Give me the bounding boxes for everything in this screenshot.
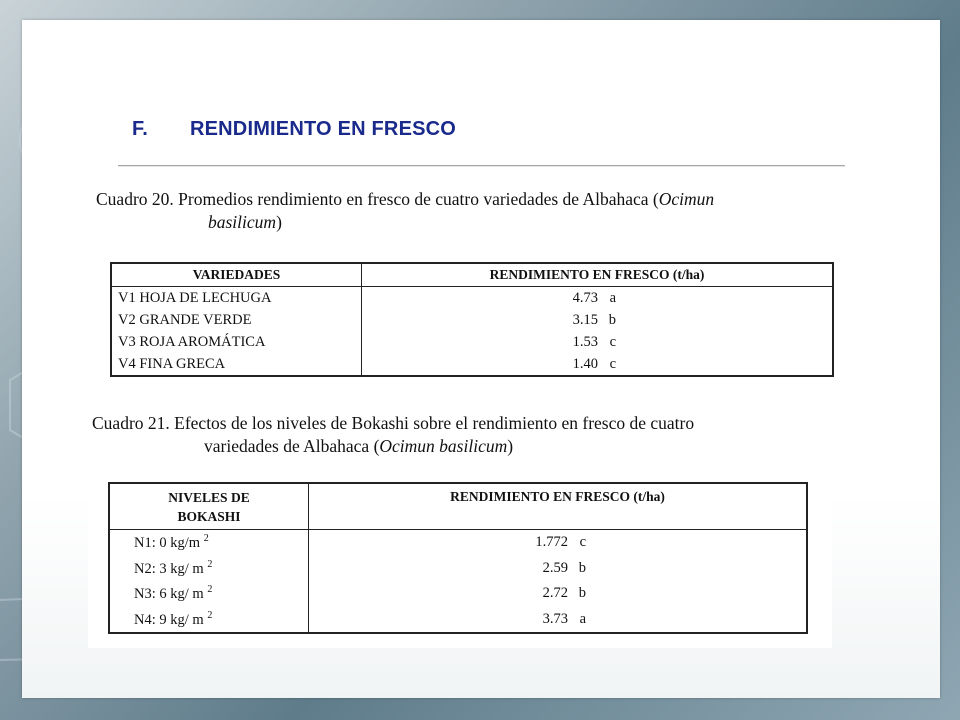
row-value-cell — [362, 287, 834, 310]
header-niveles-line2: BOKASHI — [177, 508, 241, 524]
table-row — [111, 353, 833, 376]
row-value: 1.40 — [572, 355, 598, 372]
row-exponent: 2 — [207, 558, 213, 570]
row-exponent: 2 — [203, 533, 209, 545]
cuadro-21-caption — [92, 412, 694, 458]
caption-text: Cuadro 21. Efectos de los niveles de Bokashi sobre el rendimiento en fresco de cuatro — [92, 413, 695, 433]
row-label-cell — [109, 581, 309, 607]
header-rendimiento: RENDIMIENTO EN FRESCO (t/ha) — [309, 483, 808, 530]
table-row — [111, 309, 833, 331]
row-value-cell — [309, 530, 808, 556]
row-label: N4: 9 kg/ m — [134, 611, 208, 628]
caption-text: variedades de Albahaca ( — [204, 436, 380, 456]
row-label: N1: 0 kg/m — [134, 535, 204, 552]
table-row — [109, 607, 807, 634]
table-row — [109, 581, 807, 607]
row-label: V1 HOJA DE LECHUGA — [111, 287, 362, 310]
table-header-row — [109, 483, 807, 530]
title-divider — [118, 165, 845, 167]
row-group: a — [609, 289, 616, 306]
row-label-cell — [109, 607, 309, 634]
caption-italic: basilicum — [208, 212, 277, 232]
table-row — [111, 331, 833, 353]
row-label-cell — [109, 530, 309, 556]
caption-text: Cuadro 20. Promedios rendimiento en fresco de cuatro variedades de Albahaca ( — [96, 189, 659, 209]
header-rendimiento: RENDIMIENTO EN FRESCO (t/ha) — [362, 263, 834, 287]
table-row — [111, 287, 833, 310]
row-value: 2.59 — [542, 559, 568, 576]
row-value-cell — [362, 353, 834, 376]
row-value-cell — [309, 556, 808, 582]
cuadro-20-table — [110, 262, 834, 377]
caption-text: ) — [276, 212, 282, 232]
row-value: 4.73 — [572, 289, 598, 306]
section-title: RENDIMIENTO EN FRESCO — [189, 118, 457, 140]
row-label: V2 GRANDE VERDE — [111, 309, 362, 331]
header-niveles-line1: NIVELES DE — [168, 489, 250, 505]
row-value: 1.772 — [535, 534, 568, 551]
row-value-cell — [362, 331, 834, 353]
caption-italic: Ocimun — [658, 189, 715, 209]
row-label: V3 ROJA AROMÁTICA — [111, 331, 362, 353]
table-row — [109, 556, 807, 582]
header-niveles — [109, 483, 309, 530]
row-value-cell — [309, 581, 808, 607]
cuadro-21-table — [108, 482, 808, 634]
row-value-cell — [362, 309, 834, 331]
caption-text: ) — [507, 436, 514, 456]
row-label: V4 FINA GRECA — [111, 353, 362, 376]
row-value: 2.72 — [542, 585, 568, 602]
row-group: c — [609, 355, 616, 372]
row-group: c — [609, 333, 616, 350]
row-label: N3: 6 kg/ m — [134, 586, 208, 603]
row-exponent: 2 — [207, 609, 213, 621]
slide-title — [132, 118, 456, 141]
cuadro-21-panel — [88, 406, 832, 648]
cuadro-20-panel — [88, 184, 858, 394]
row-group: b — [578, 559, 586, 576]
table-header-row — [111, 263, 833, 287]
section-letter: F. — [132, 118, 148, 140]
caption-italic: Ocimun basilicum — [379, 436, 508, 456]
cuadro-20-caption — [96, 188, 714, 234]
row-group: a — [579, 610, 586, 627]
header-variedades: VARIEDADES — [111, 263, 362, 287]
row-value-cell — [309, 607, 808, 634]
row-value: 1.53 — [572, 333, 598, 350]
row-value: 3.73 — [542, 610, 568, 627]
table-row — [109, 530, 807, 556]
row-group: c — [579, 534, 586, 551]
row-label: N2: 3 kg/ m — [134, 560, 208, 577]
row-value: 3.15 — [572, 311, 598, 328]
row-group: b — [578, 585, 586, 602]
row-label-cell — [109, 556, 309, 582]
row-group: b — [608, 311, 616, 328]
row-exponent: 2 — [207, 584, 213, 596]
